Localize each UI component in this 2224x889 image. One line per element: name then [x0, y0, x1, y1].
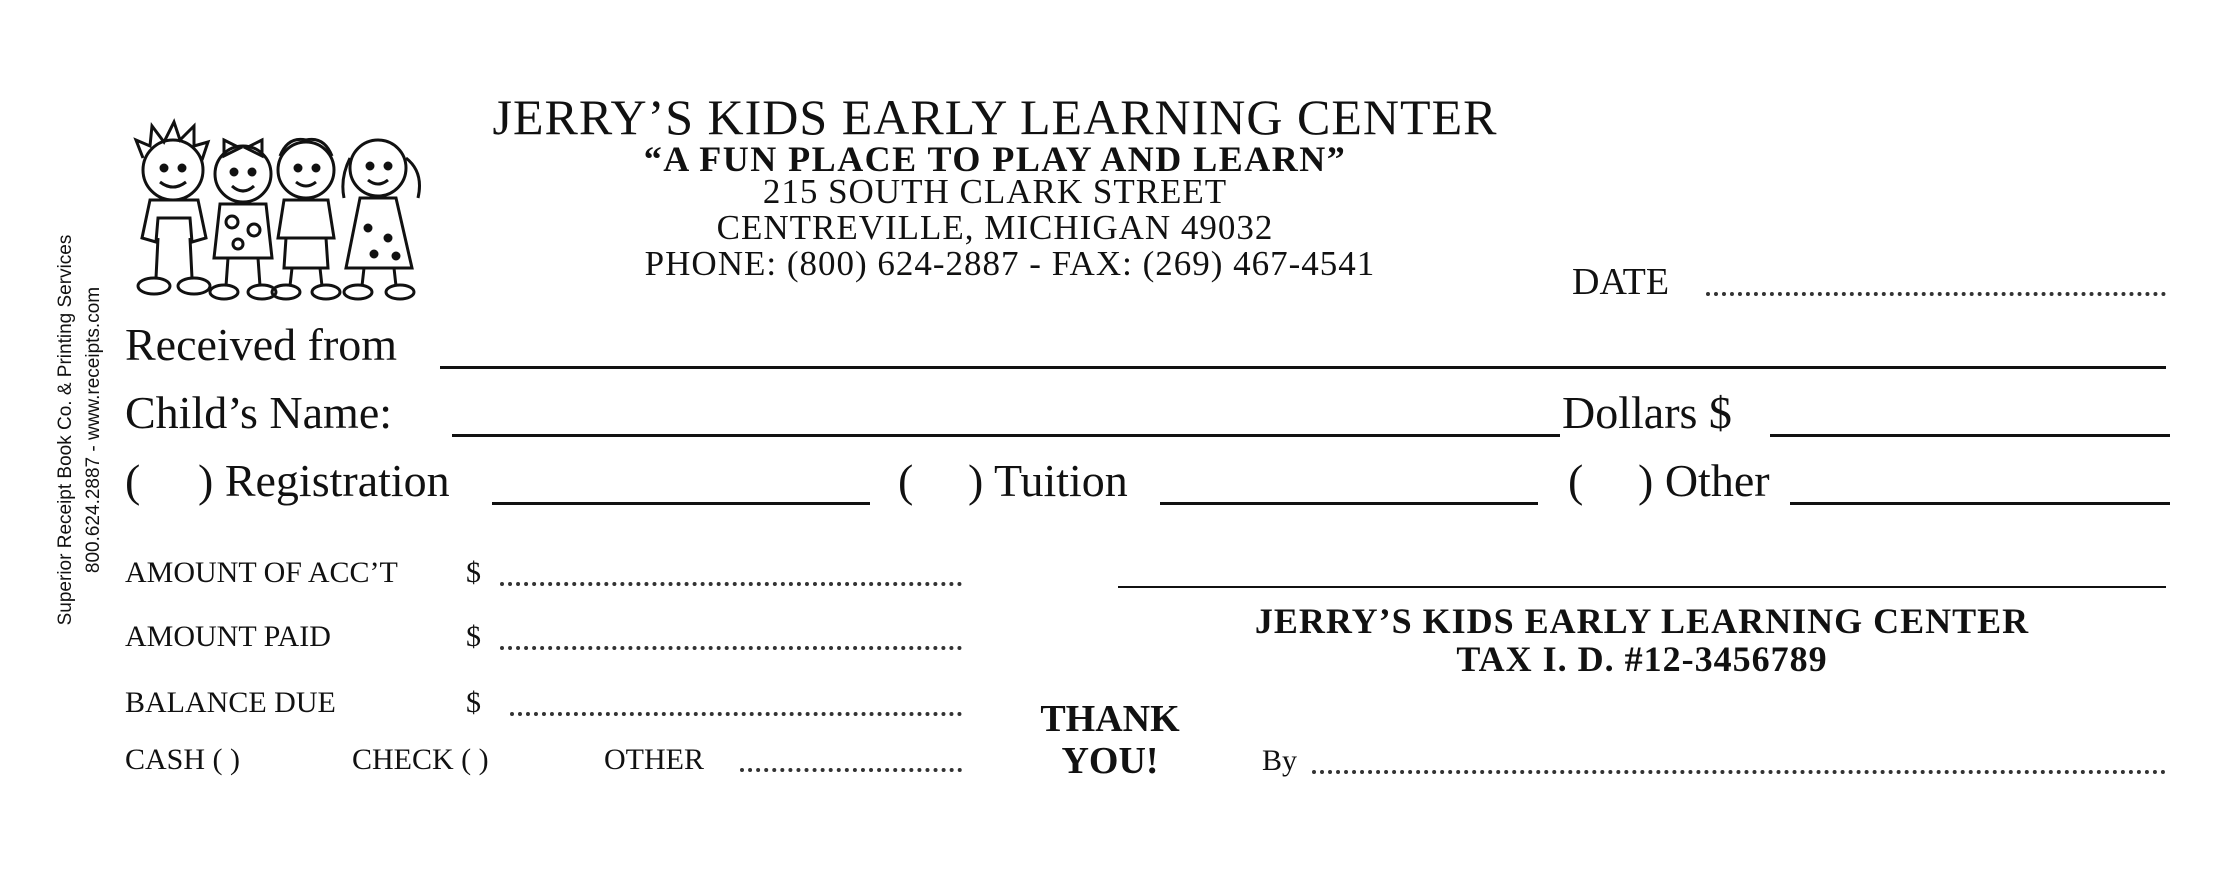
cash-option[interactable]: CASH ( ): [125, 743, 241, 776]
thank-you-note: [1010, 698, 1210, 782]
other-checkbox[interactable]: (: [1568, 455, 1584, 506]
tuition-field[interactable]: [1160, 502, 1538, 505]
thank-you-line2: YOU!: [1061, 740, 1159, 782]
balance-due-dollar: $: [466, 686, 481, 719]
tax-id: TAX I. D. #12-3456789: [1456, 639, 1828, 679]
thank-you-line1: THANK: [1040, 698, 1180, 740]
signature-business-name: JERRY’S KIDS EARLY LEARNING CENTER: [1254, 601, 2030, 641]
check-option[interactable]: CHECK ( ): [352, 743, 489, 776]
balance-due-field[interactable]: [510, 712, 962, 716]
other-payment-field[interactable]: [740, 768, 962, 772]
printer-contact: 800.624.2887 - www.receipts.com: [83, 286, 104, 574]
amount-of-acct-label: AMOUNT OF ACC’T: [125, 556, 398, 589]
street-address: 215 SOUTH CLARK STREET: [762, 172, 1228, 211]
signature-line[interactable]: [1118, 586, 2166, 588]
dollars-label: Dollars $: [1562, 387, 1732, 438]
by-field[interactable]: [1312, 770, 2166, 774]
date-field[interactable]: [1706, 292, 2166, 296]
registration-label: ) Registration: [198, 455, 450, 506]
other-payment-label: OTHER: [604, 743, 704, 776]
amount-of-acct-dollar: $: [466, 556, 481, 589]
registration-field[interactable]: [492, 502, 870, 505]
phone-fax: PHONE: (800) 624-2887 - FAX: (269) 467-4541: [644, 244, 1376, 283]
received-from-label: Received from: [125, 319, 398, 370]
other-label: ) Other: [1638, 455, 1770, 506]
dollars-field[interactable]: [1770, 434, 2170, 437]
amount-paid-label: AMOUNT PAID: [125, 620, 331, 653]
amount-of-acct-field[interactable]: [500, 582, 962, 586]
date-label: DATE: [1572, 261, 1670, 303]
business-slogan: “A FUN PLACE TO PLAY AND LEARN”: [643, 139, 1347, 179]
other-field[interactable]: [1790, 502, 2170, 505]
tuition-checkbox[interactable]: (: [898, 455, 914, 506]
amount-paid-dollar: $: [466, 620, 481, 653]
received-from-field[interactable]: [440, 366, 2166, 369]
amount-paid-field[interactable]: [500, 646, 962, 650]
childs-name-label: Child’s Name:: [125, 387, 393, 438]
printer-name: Superior Receipt Book Co. & Printing Services: [55, 234, 76, 626]
business-name: JERRY’S KIDS EARLY LEARNING CENTER: [492, 89, 1498, 145]
tuition-label: ) Tuition: [968, 455, 1128, 506]
childs-name-field[interactable]: [452, 434, 1560, 437]
balance-due-label: BALANCE DUE: [125, 686, 336, 719]
registration-checkbox[interactable]: (: [125, 455, 141, 506]
city-address: CENTREVILLE, MICHIGAN 49032: [716, 208, 1274, 247]
by-label: By: [1262, 744, 1298, 777]
